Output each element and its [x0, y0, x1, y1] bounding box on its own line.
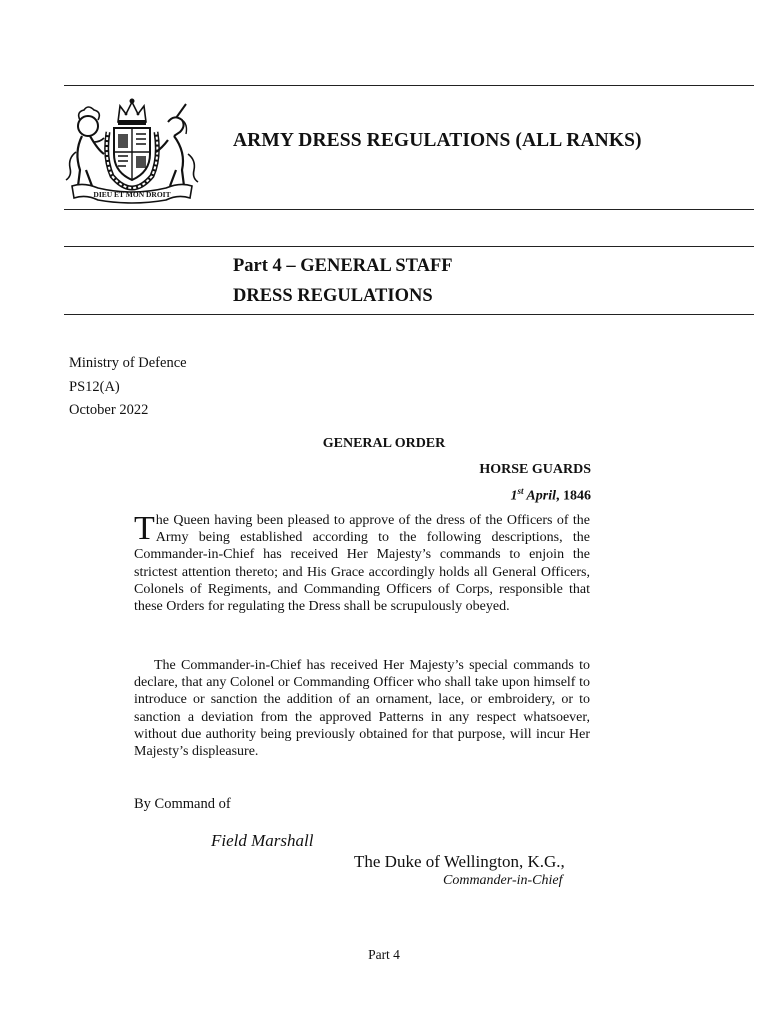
unicorn-supporter-icon [156, 104, 198, 186]
part-subtitle: DRESS REGULATIONS [233, 286, 433, 306]
order-date-suffix: st [517, 486, 524, 496]
part-top-rule [64, 246, 754, 247]
part-bottom-rule [64, 314, 754, 315]
order-paragraph-2: The Commander-in-Chief has received Her Majesty’s special commands to declare, that any Colonel or Commanding Officer who shall take upon himself to introduce or sanction the addition of an ornament, lace, or embroidery, or to sanction a deviation from the approved Patterns in any respect whatsoever, without due authority being previously obtained for that purpose, will incur Her Majesty’s displeasure. [134, 658, 590, 760]
signatory-title: Commander-in-Chief [443, 873, 563, 888]
address-reference: PS12(A) [69, 379, 120, 395]
page-footer: Part 4 [368, 947, 400, 962]
shield-icon [114, 128, 150, 180]
order-date [510, 486, 591, 505]
address-date: October 2022 [69, 402, 149, 418]
signatory-name: The Duke of Wellington, K.G., [354, 852, 565, 871]
part-title: Part 4 – GENERAL STAFF [233, 256, 453, 276]
lion-supporter-icon [66, 107, 104, 186]
order-date-month: April [523, 488, 556, 504]
drop-cap: T [134, 510, 155, 547]
order-date-year: , 1846 [556, 488, 591, 504]
signatory-rank: Field Marshall [211, 831, 314, 850]
royal-coat-of-arms-icon [64, 92, 200, 204]
document-title: ARMY DRESS REGULATIONS (ALL RANKS) [233, 130, 642, 151]
order-date-day: 1 [510, 488, 518, 504]
order-paragraph-1-text: he Queen having been pleased to approve of the dress of the Officers of the Army being established according to the following descriptions, the Commander-in-Chief has received Her Majesty’s commands to enjoin the strictest attention thereto; and His Grace accordingly holds all General Officers, Colonels of Regiments, and Commanding Officers of Corps, responsible that these Orders for regulating the Dress shall be scrupulously obeyed. [134, 513, 590, 615]
order-paragraph-1 [134, 512, 590, 615]
header-bottom-rule [64, 209, 754, 210]
order-title: GENERAL ORDER [322, 436, 446, 451]
crown-icon [118, 99, 146, 126]
header-top-rule [64, 85, 754, 86]
order-location: HORSE GUARDS [479, 462, 591, 477]
svg-text:DIEU ET MON DROIT: DIEU ET MON DROIT [93, 190, 171, 199]
by-command-label: By Command of [134, 796, 231, 812]
address-ministry: Ministry of Defence [69, 355, 187, 371]
